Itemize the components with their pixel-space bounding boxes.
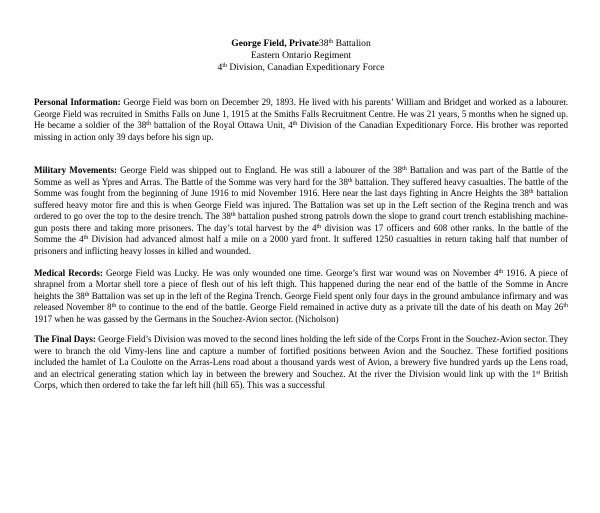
section-label: The Final Days: (34, 334, 96, 345)
body-text: battalion of the Royal Ottawa Unit, 4 (150, 120, 293, 131)
ordinal-suffix: th (84, 291, 90, 298)
division-line (34, 62, 568, 74)
section-military-movements (34, 165, 568, 257)
ordinal-suffix: th (347, 177, 353, 184)
body-text: to continue to the end of the battle. George Field remained in active duty as a private till the date of his death on May 26 (116, 302, 564, 313)
header-title-line (34, 38, 568, 50)
ordinal-suffix: th (292, 121, 298, 128)
body-text: George Field’s Division was moved to the second lines holding the left side of the Corps Front in the Souchez-Avion sector. They were to branch the old Vimy-lens line and capture a number of fortified positions between Avion and the Souchez. These fortified positions included the hamlet of La Coulotte on the Arras-Lens road about a thousand yards west of Avion, a brewery five hundred yards up the Lens road, and an electrical generating station which lay in between the brewery and Souchez. At the river the Division would link up with the 1 (34, 334, 568, 379)
ordinal-suffix: th (111, 303, 117, 310)
section-personal-information (34, 97, 568, 143)
section-label: Medical Records: (34, 267, 103, 278)
body-text: battalion suffered heavy motor fire and this is when George Field was injured. The Battalion was set up in the Left section of the Regina trench and was ordered to go over the top to the desire trench. The 38 (34, 188, 568, 222)
document-header (34, 38, 568, 74)
ordinal-suffix: th (402, 166, 407, 173)
ordinal-suffix: st (536, 369, 541, 376)
section-final-days (34, 334, 568, 392)
regiment-line: Eastern Ontario Regiment (250, 50, 352, 61)
soldier-name: George Field, Private (231, 38, 319, 49)
body-text: George Field was Lucky. He was only wounded one time. George’s first war wound was on November 4 (102, 267, 499, 278)
ordinal-suffix: th (316, 223, 322, 230)
body-text: British Corps, which then ordered to take the far left hill (hill 65). This was a successful (34, 368, 568, 391)
ordinal-suffix: th (230, 212, 236, 219)
section-label: Military Movements: (34, 165, 118, 176)
battalion-number: 38 (318, 38, 329, 49)
body-text: battalion. They suffered heavy casualties. The battle of the Somme was fought from the beginning of June 1916 to mid November 1916. Here near the last days fighting in Ancre Heights the 38 (34, 176, 568, 199)
body-text: Battalion and was part of the Battle of the Somme as well as Ypres and Arras. The Battle of the Somme was very hard for the 38 (34, 165, 568, 187)
battalion-suffix: Battalion (333, 38, 371, 49)
ordinal-suffix: th (528, 189, 534, 196)
body-text: division was 17 officers and 608 other ranks. In the battle of the Somme the 4 (34, 222, 568, 245)
body-text: George Field was shipped out to England. He was still a labourer of the 38 (117, 165, 403, 176)
ordinal-suffix: th (563, 303, 568, 310)
ordinal-suffix: th (498, 268, 504, 275)
division-text: Division, Canadian Expeditionary Force (227, 62, 385, 73)
body-text: Battalion was set up in the left of the Regina Trench. George Field spent only four days in the ground ambulance infirmary and was released November 8 (34, 290, 568, 313)
body-text: 1916. A piece of shrapnel from a Mortar shell tore a piece of flesh out of his left thigh. This happened during the near end of the battle of the Somme in Ancre heights the 38 (34, 267, 568, 301)
body-text: George Field was born on December 29, 1893. He lived with his parents’ William and Bridget and worked as a labourer. George Field was recruited in Smiths Falls on June 1, 1915 at the Smiths Falls Recruitment Centre. He was 21 years, 5 months when he signed up. He became a soldier of the 38 (34, 97, 568, 131)
body-text: 1917 when he was gassed by the Germans in the Souchez-Avion sector. (Nicholson) (34, 313, 339, 324)
division-number: 4 (217, 62, 223, 73)
ordinal-suffix: th (146, 121, 151, 128)
body-text: Division of the Canadian Expeditionary Force. His brother was reported missing in action only 39 days before his sign up. (34, 120, 568, 142)
battalion-ordinal: th (328, 39, 334, 45)
document-page (34, 38, 568, 392)
section-medical-records (34, 268, 568, 326)
body-text: battalion pushed strong patrols down the slope to grand court trench establishing machine-gun posts there and taking more prisoners. The day’s total harvest by the 4 (34, 211, 568, 233)
section-label: Personal Information: (34, 97, 121, 107)
body-text: Division had advanced almost half a mile on a 2000 yard front. It suffered 1250 casualties in return taking half that number of prisoners and inflicting heavy losses in killed and wounded. (34, 234, 568, 257)
ordinal-suffix: th (83, 235, 89, 242)
division-ordinal: th (222, 63, 227, 69)
